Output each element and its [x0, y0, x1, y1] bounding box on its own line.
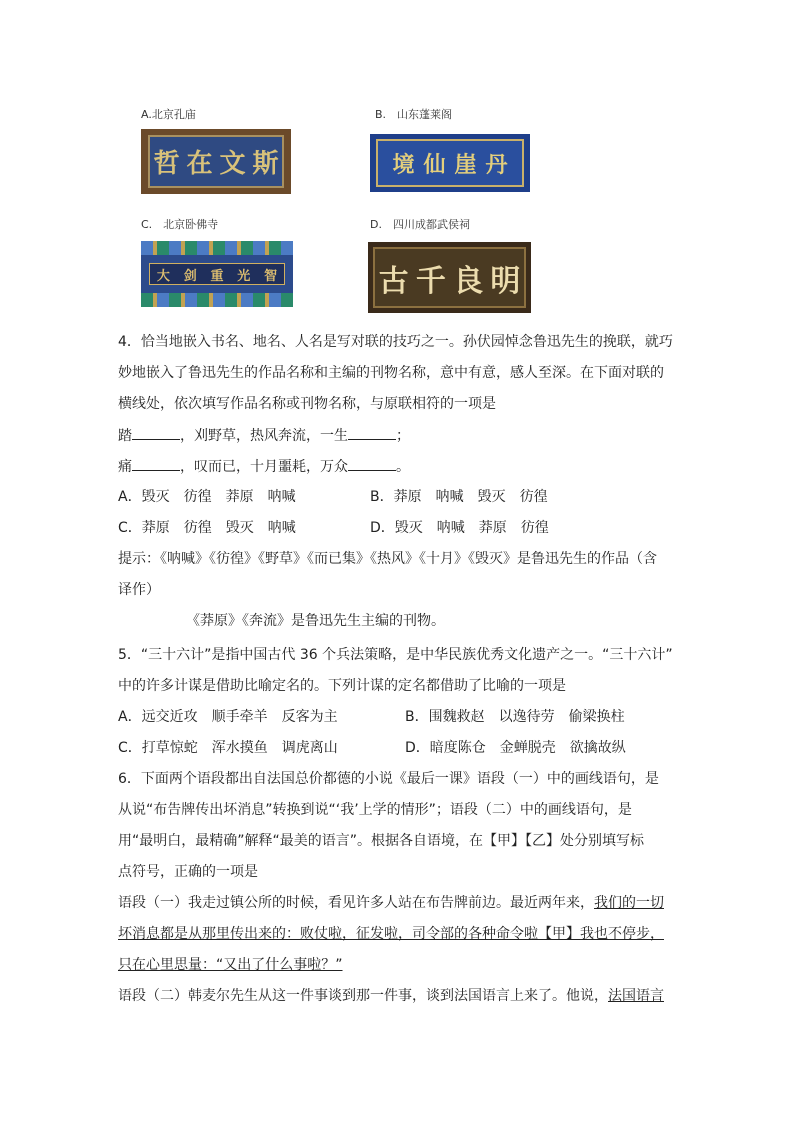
answer-blank	[348, 426, 396, 440]
option-word: 调虎离山	[281, 740, 338, 756]
option-word: 偷梁换柱	[568, 709, 625, 725]
q5-option-b	[405, 708, 639, 726]
plaque-a-char: 哲	[153, 149, 180, 179]
q4-line: 横线处，依次填写作品名称或刊物名称，与原联相符的一项是	[118, 396, 496, 412]
couplet-text: ，叹而已，十月噩耗，万众	[180, 459, 348, 475]
option-word: 彷徨	[183, 520, 212, 536]
option-word: D．毁灭	[370, 520, 423, 536]
plaque-c-char: 大	[156, 268, 170, 284]
q4-option-d	[370, 519, 563, 537]
couplet-text: ，刈野草，热风奔流，一生	[180, 428, 348, 444]
plaque-b-char: 丹	[485, 151, 508, 178]
plaque-c-char: 重	[210, 268, 224, 284]
q6-line: 6．下面两个语段都出自法国总价都德的小说《最后一课》语段（一）中的画线语句，是	[118, 771, 659, 787]
option-word: 呐喊	[267, 520, 296, 536]
q4-hint: 《莽原》《奔流》是鲁迅先生主编的刊物。	[186, 613, 445, 629]
q4-hint: 译作）	[118, 582, 160, 598]
q4-option-c	[118, 519, 310, 537]
underlined-text: 我们的一切	[594, 895, 664, 911]
option-word: 金蝉脱壳	[499, 740, 556, 756]
plaque-a-char: 在	[186, 149, 213, 179]
q6-line: 用“最明白，最精确”解释“最美的语言”。根据各自语境，在【甲】【乙】处分别填写标	[118, 833, 645, 849]
underlined-text: 法国语言	[608, 988, 664, 1004]
plaque-b-char: 仙	[423, 151, 446, 178]
option-word: 彷徨	[183, 489, 212, 505]
option-word: 毁灭	[477, 489, 506, 505]
option-word: 呐喊	[436, 520, 465, 536]
plaque-image-c	[141, 241, 293, 307]
plaque-b-char: 境	[392, 151, 415, 178]
plaque-a-char: 文	[219, 149, 246, 179]
couplet-text: 踏	[118, 428, 132, 444]
plaque-b-caption: B. 山东蓬莱阁	[375, 108, 453, 121]
plaque-d-caption: D. 四川成都武侯祠	[370, 218, 470, 231]
q4-couplet-1	[118, 426, 410, 445]
q6-passage-1	[118, 894, 664, 912]
passage-text: 语段（二）韩麦尔先生从这一件事谈到那一件事，谈到法国语言上来了。他说，	[118, 988, 608, 1004]
answer-blank	[348, 457, 396, 471]
plaque-c-char: 光	[237, 268, 251, 284]
q5-option-a	[118, 708, 352, 726]
plaque-d-char: 明	[490, 263, 521, 299]
passage-text: 语段（一）我走过镇公所的时候，看见许多人站在布告牌前边。最近两年来，	[118, 895, 594, 911]
option-word: 反客为主	[281, 709, 338, 725]
q5-line: 5．“三十六计”是指中国古代 36 个兵法策略，是中华民族优秀文化遗产之一。“三十六计”	[118, 647, 673, 663]
q4-hint: 提示：《呐喊》《彷徨》《野草》《而已集》《热风》《十月》《毁灭》是鲁迅先生的作品（含	[118, 551, 657, 567]
plaque-b-char: 崖	[454, 151, 477, 178]
couplet-text: 痛	[118, 459, 132, 475]
option-word: A．毁灭	[118, 489, 170, 505]
plaque-a-char: 斯	[252, 149, 279, 179]
q4-couplet-2	[118, 457, 410, 476]
q5-line: 中的许多计谋是借助比喻定名的。下列计谋的定名都借助了比喻的一项是	[118, 678, 566, 694]
couplet-text: ；	[396, 428, 410, 444]
option-word: B．莽原	[370, 489, 422, 505]
q6-passage-2	[118, 987, 664, 1005]
option-word: 以逸待劳	[498, 709, 555, 725]
underlined-text: 只在心里思量：“又出了什么事啦？”	[118, 957, 343, 973]
q6-line: 从说“布告牌传出坏消息”转换到说“‘我’上学的情形”；语段（二）中的画线语句，是	[118, 802, 632, 818]
option-word: B．围魏救赵	[405, 709, 485, 725]
plaque-d-char: 古	[378, 263, 409, 299]
q5-option-d	[405, 739, 640, 757]
plaque-image-a	[141, 129, 291, 194]
plaque-d-char: 千	[415, 263, 446, 299]
option-word: 莽原	[225, 489, 254, 505]
option-word: 顺手牵羊	[211, 709, 268, 725]
q4-line: 4．恰当地嵌入书名、地名、人名是写对联的技巧之一。孙伏园悼念鲁迅先生的挽联，就巧	[118, 334, 673, 350]
underlined-text: 坏消息都是从那里传出来的：败仗啦，征发啦，司令部的各种命令啦【甲】我也不停步，	[118, 926, 664, 942]
plaque-c-caption: C. 北京卧佛寺	[141, 218, 219, 231]
q4-option-a	[118, 488, 310, 506]
answer-blank	[132, 457, 180, 471]
option-word: 毁灭	[225, 520, 254, 536]
q5-option-c	[118, 739, 352, 757]
option-word: 彷徨	[519, 489, 548, 505]
option-word: 浑水摸鱼	[211, 740, 268, 756]
option-word: A．远交近攻	[118, 709, 198, 725]
option-word: 呐喊	[435, 489, 464, 505]
plaque-image-b	[370, 134, 530, 192]
option-word: C．莽原	[118, 520, 170, 536]
plaque-image-d	[368, 242, 531, 313]
option-word: 呐喊	[267, 489, 296, 505]
option-word: 莽原	[478, 520, 507, 536]
option-word: D．暗度陈仓	[405, 740, 486, 756]
couplet-text: 。	[396, 459, 410, 475]
option-word: 欲擒故纵	[569, 740, 626, 756]
plaque-a-caption: A.北京孔庙	[141, 108, 196, 121]
plaque-c-char: 剑	[183, 268, 197, 284]
answer-blank	[132, 426, 180, 440]
q4-line: 妙地嵌入了鲁迅先生的作品名称和主编的刊物名称，意中有意，感人至深。在下面对联的	[118, 365, 664, 381]
plaque-c-char: 智	[264, 268, 278, 284]
q4-option-b	[370, 488, 562, 506]
option-word: 彷徨	[520, 520, 549, 536]
q6-line: 点符号，正确的一项是	[118, 864, 258, 880]
option-word: C．打草惊蛇	[118, 740, 198, 756]
plaque-d-char: 良	[453, 263, 484, 299]
